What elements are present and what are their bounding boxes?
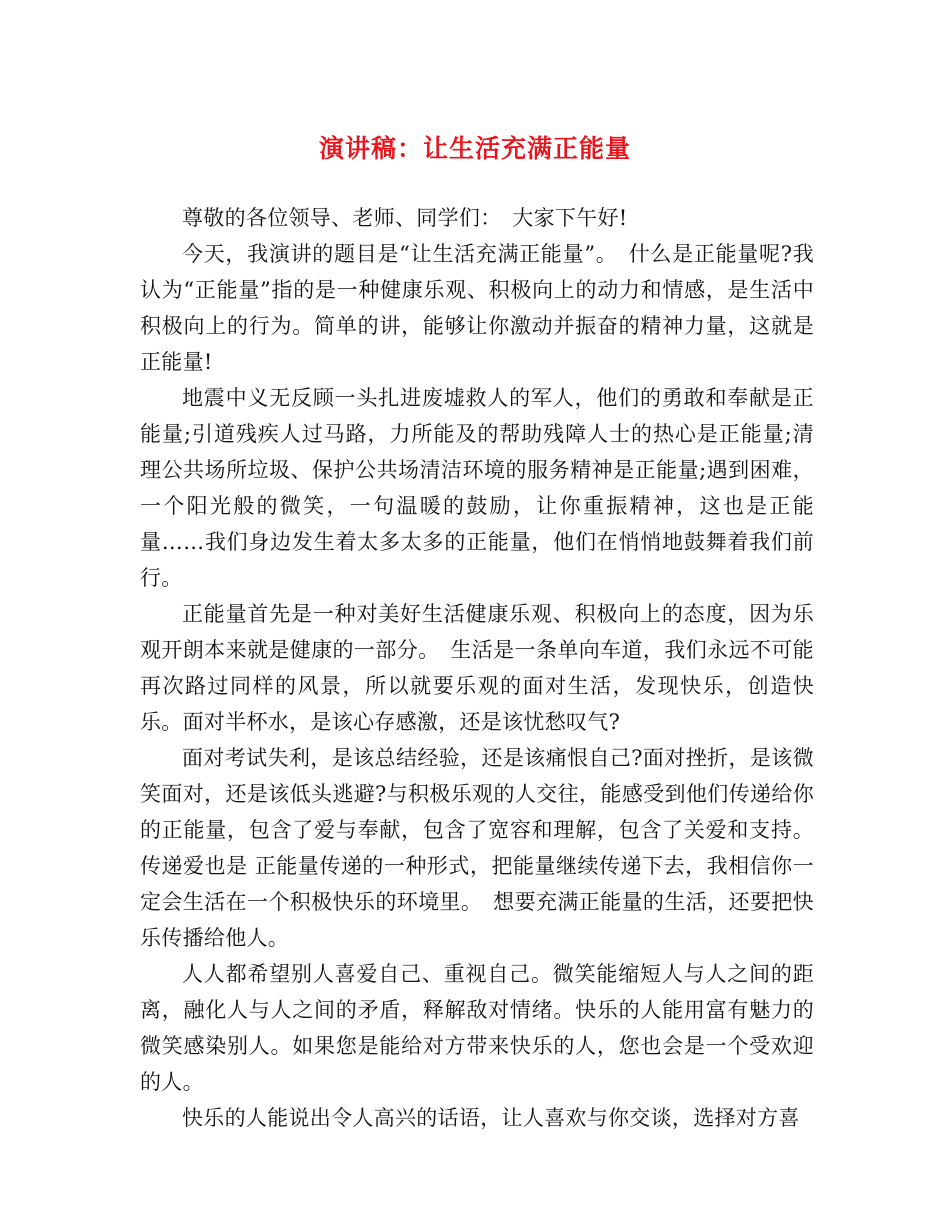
document-title: 演讲稿：让生活充满正能量 xyxy=(318,134,631,163)
paragraph-words: 快乐的人能说出令人高兴的话语，让人喜欢与你交谈，选择对方喜 xyxy=(182,1106,800,1130)
paragraph-setbacks: 面对考试失利，是该总结经验，还是该痛恨自己?面对挫折，是该微笑面对，还是该低头逃避?与积极乐观的人交往，能感受到他们传递给你的正能量，包含了爱与奉献，包含了宽容和理解，包含了关爱和支持。传递爱也是 正能量传递的一种形式，把能量继续传递下去，我相信你一定会生活在一个积极快乐的环境里。 想要充满正能量的生活，还要把快乐传播给他人。 xyxy=(140,746,814,950)
paragraph-examples: 地震中义无反顾一头扎进废墟救人的军人，他们的勇敢和奉献是正能量;引道残疾人过马路，力所能及的帮助残障人士的热心是正能量;清理公共场所垃圾、保护公共场清洁环境的服务精神是正能量;遇到困难，一个阳光般的微笑，一句温暖的鼓励，让你重振精神，这也是正能量……我们身边发生着太多太多的正能量，他们在悄悄地鼓舞着我们前行。 xyxy=(140,386,814,590)
paragraph-attitude: 正能量首先是一种对美好生活健康乐观、积极向上的态度，因为乐观开朗本来就是健康的一部分。 生活是一条单向车道，我们永远不可能再次路过同样的风景，所以就要乐观的面对生活，发现快乐，创造快乐。面对半杯水，是该心存感激，还是该忧愁叹气? xyxy=(140,602,814,734)
paragraph-topic: 今天，我演讲的题目是“让生活充满正能量”。 什么是正能量呢?我认为“正能量”指的是一种健康乐观、积极向上的动力和情感，是生活中积极向上的行为。简单的讲，能够让你激动并振奋的精神力量，这就是正能量! xyxy=(140,242,814,374)
document-body xyxy=(140,200,814,1136)
paragraph-greeting: 尊敬的各位领导、老师、同学们： 大家下午好! xyxy=(182,206,628,230)
paragraph-smile: 人人都希望别人喜爱自己、重视自己。微笑能缩短人与人之间的距离，融化人与人之间的矛盾，释解敌对情绪。快乐的人能用富有魅力的微笑感染别人。如果您是能给对方带来快乐的人，您也会是一个受欢迎的人。 xyxy=(140,962,814,1094)
